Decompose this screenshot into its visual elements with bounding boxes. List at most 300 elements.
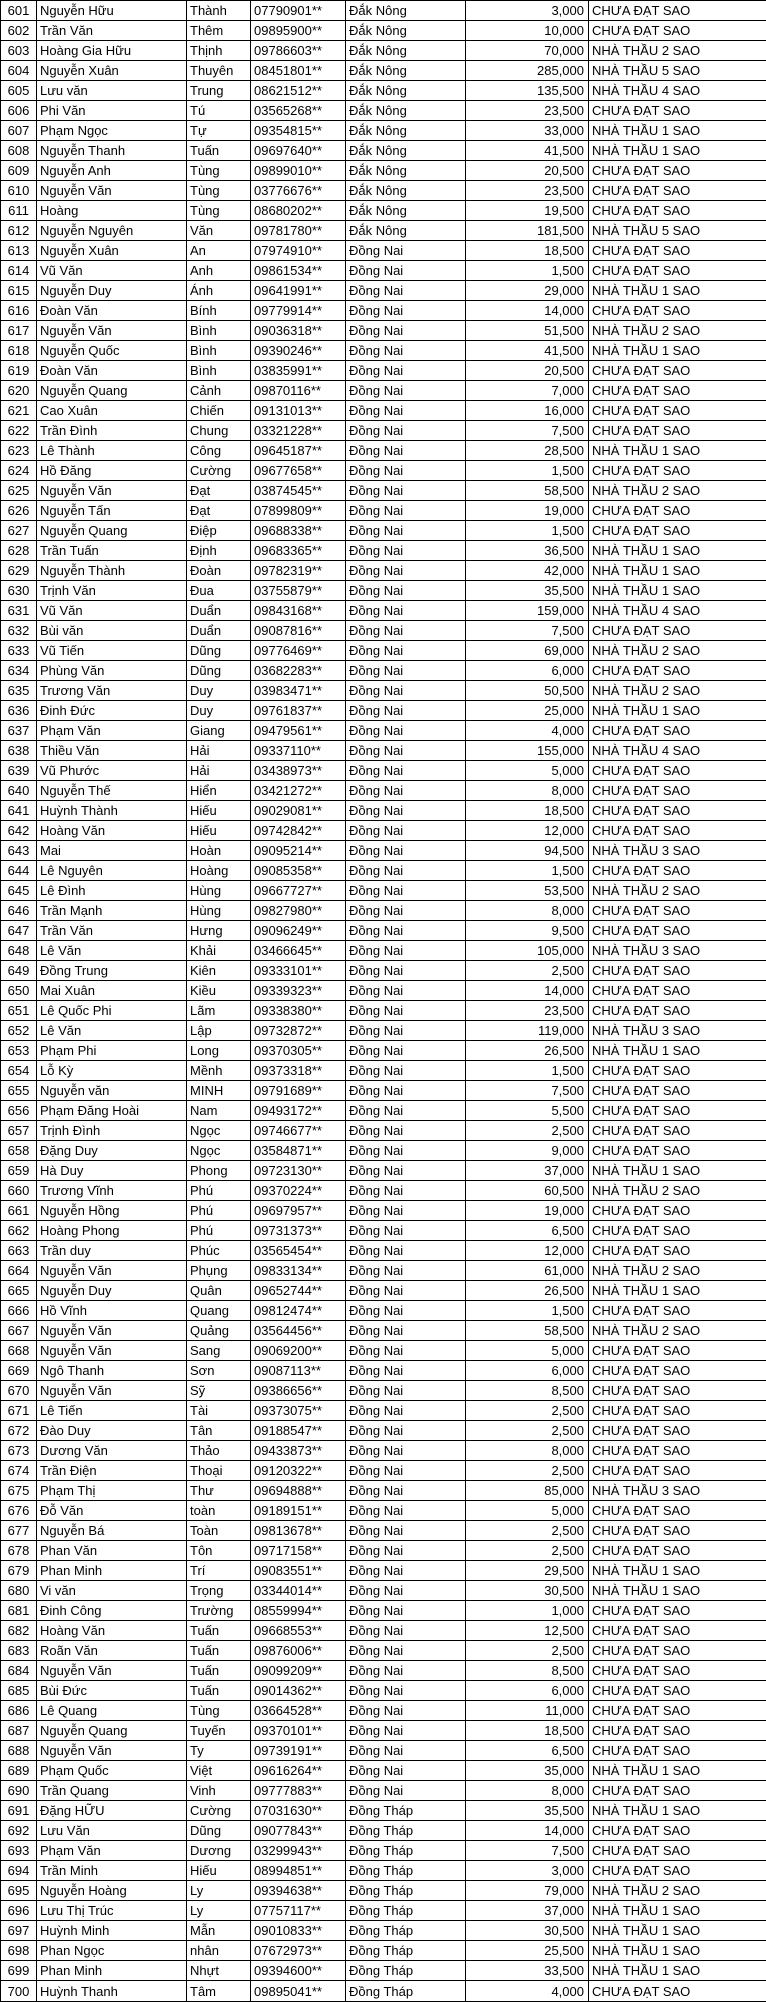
phone-cell: 09791689** [251,1081,346,1101]
province-cell: Đồng Nai [346,441,466,461]
rank-cell: NHÀ THẦU 1 SAO [589,701,766,721]
province-cell: Đồng Nai [346,1101,466,1121]
rank-cell: NHÀ THẦU 1 SAO [589,581,766,601]
table-row [1,481,766,501]
points-cell: 159,000 [466,601,589,621]
points-cell: 36,500 [466,541,589,561]
table-row [1,1521,766,1541]
phone-cell: 09386656** [251,1381,346,1401]
rank-cell: NHÀ THẦU 3 SAO [589,1021,766,1041]
surname-cell: Hà Duy [37,1161,187,1181]
province-cell: Đồng Nai [346,981,466,1001]
surname-cell: Hoàng Phong [37,1221,187,1241]
points-cell: 18,500 [466,1721,589,1741]
province-cell: Đắk Nông [346,161,466,181]
surname-cell: Dương Văn [37,1441,187,1461]
province-cell: Đồng Nai [346,941,466,961]
rank-cell: CHƯA ĐẠT SAO [589,1441,766,1461]
province-cell: Đồng Nai [346,1501,466,1521]
phone-cell: 09077843** [251,1821,346,1841]
table-row [1,1681,766,1701]
table-row [1,1101,766,1121]
phone-cell: 03682283** [251,661,346,681]
points-cell: 58,500 [466,1321,589,1341]
given-name-cell: Ly [187,1901,251,1921]
surname-cell: Nguyễn Thành [37,561,187,581]
given-name-cell: Duy [187,701,251,721]
phone-cell: 07974910** [251,241,346,261]
given-name-cell: Hiếu [187,1861,251,1881]
points-cell: 3,000 [466,1,589,21]
table-row [1,41,766,61]
given-name-cell: Duẩn [187,621,251,641]
rank-cell: CHƯA ĐẠT SAO [589,961,766,981]
rank-cell: NHÀ THẦU 1 SAO [589,281,766,301]
table-row [1,81,766,101]
province-cell: Đồng Nai [346,381,466,401]
row-number: 677 [1,1521,37,1541]
points-cell: 33,000 [466,121,589,141]
table-row [1,1201,766,1221]
surname-cell: Hồ Vĩnh [37,1301,187,1321]
surname-cell: Nguyễn Văn [37,481,187,501]
surname-cell: Lê Nguyên [37,861,187,881]
given-name-cell: Tuyến [187,1721,251,1741]
points-cell: 7,500 [466,1841,589,1861]
given-name-cell: Đua [187,581,251,601]
given-name-cell: Dũng [187,641,251,661]
row-number: 631 [1,601,37,621]
table-row [1,801,766,821]
given-name-cell: Bình [187,341,251,361]
phone-cell: 09354815** [251,121,346,141]
surname-cell: Lưu văn [37,81,187,101]
given-name-cell: Tuấn [187,141,251,161]
phone-cell: 07672973** [251,1941,346,1961]
row-number: 638 [1,741,37,761]
rank-cell: CHƯA ĐẠT SAO [589,1821,766,1841]
points-cell: 14,000 [466,981,589,1001]
table-row [1,401,766,421]
row-number: 691 [1,1801,37,1821]
province-cell: Đồng Nai [346,1221,466,1241]
table-row [1,181,766,201]
points-cell: 20,500 [466,161,589,181]
table-row [1,1061,766,1081]
rank-cell: CHƯA ĐẠT SAO [589,1001,766,1021]
surname-cell: Nguyễn Nguyên [37,221,187,241]
row-number: 675 [1,1481,37,1501]
row-number: 610 [1,181,37,201]
rank-cell: NHÀ THẦU 4 SAO [589,601,766,621]
province-cell: Đồng Nai [346,1401,466,1421]
province-cell: Đồng Nai [346,601,466,621]
given-name-cell: Bình [187,321,251,341]
row-number: 681 [1,1601,37,1621]
surname-cell: Vũ Văn [37,601,187,621]
surname-cell: Nguyễn Hữu [37,1,187,21]
phone-cell: 09087816** [251,621,346,641]
given-name-cell: Mẫn [187,1921,251,1941]
given-name-cell: Long [187,1041,251,1061]
province-cell: Đồng Nai [346,661,466,681]
rank-cell: NHÀ THẦU 3 SAO [589,841,766,861]
points-cell: 2,500 [466,1401,589,1421]
row-number: 617 [1,321,37,341]
surname-cell: Lê Thành [37,441,187,461]
phone-cell: 09029081** [251,801,346,821]
table-row [1,861,766,881]
given-name-cell: Tùng [187,181,251,201]
rank-cell: NHÀ THẦU 4 SAO [589,81,766,101]
surname-cell: Huỳnh Minh [37,1921,187,1941]
rank-cell: CHƯA ĐẠT SAO [589,521,766,541]
row-number: 627 [1,521,37,541]
table-row [1,1581,766,1601]
points-cell: 1,500 [466,861,589,881]
given-name-cell: Dũng [187,1821,251,1841]
points-cell: 23,500 [466,181,589,201]
phone-cell: 09761837** [251,701,346,721]
rank-cell: CHƯA ĐẠT SAO [589,981,766,1001]
surname-cell: Trần Văn [37,921,187,941]
phone-cell: 08680202** [251,201,346,221]
row-number: 634 [1,661,37,681]
phone-cell: 09337110** [251,741,346,761]
rank-cell: CHƯA ĐẠT SAO [589,821,766,841]
surname-cell: Trần Điện [37,1461,187,1481]
phone-cell: 03438973** [251,761,346,781]
province-cell: Đồng Nai [346,501,466,521]
province-cell: Đồng Nai [346,1021,466,1041]
row-number: 612 [1,221,37,241]
row-number: 614 [1,261,37,281]
table-row [1,1121,766,1141]
given-name-cell: Trung [187,81,251,101]
given-name-cell: Ly [187,1881,251,1901]
row-number: 672 [1,1421,37,1441]
row-number: 616 [1,301,37,321]
phone-cell: 09739191** [251,1741,346,1761]
table-row [1,261,766,281]
points-cell: 12,000 [466,1241,589,1261]
row-number: 673 [1,1441,37,1461]
phone-cell: 03584871** [251,1141,346,1161]
surname-cell: Lê Quang [37,1701,187,1721]
given-name-cell: Hiếu [187,801,251,821]
rank-cell: CHƯA ĐẠT SAO [589,1361,766,1381]
points-cell: 6,000 [466,1361,589,1381]
phone-cell: 09096249** [251,921,346,941]
given-name-cell: Hiếu [187,821,251,841]
province-cell: Đồng Nai [346,1381,466,1401]
given-name-cell: Phụng [187,1261,251,1281]
phone-cell: 09776469** [251,641,346,661]
rank-cell: CHƯA ĐẠT SAO [589,1981,766,2002]
row-number: 682 [1,1621,37,1641]
points-cell: 23,500 [466,101,589,121]
phone-cell: 09394600** [251,1961,346,1981]
table-row [1,781,766,801]
table-row [1,1881,766,1901]
row-number: 601 [1,1,37,21]
phone-cell: 09668553** [251,1621,346,1641]
surname-cell: Nguyễn Thế [37,781,187,801]
points-cell: 2,500 [466,1461,589,1481]
surname-cell: Nguyễn Bá [37,1521,187,1541]
points-cell: 85,000 [466,1481,589,1501]
phone-cell: 09697640** [251,141,346,161]
points-cell: 79,000 [466,1881,589,1901]
row-number: 694 [1,1861,37,1881]
table-row [1,1781,766,1801]
row-number: 608 [1,141,37,161]
rank-cell: CHƯA ĐẠT SAO [589,1301,766,1321]
surname-cell: Bùi Đức [37,1681,187,1701]
given-name-cell: Kiều [187,981,251,1001]
province-cell: Đồng Nai [346,861,466,881]
table-row [1,761,766,781]
phone-cell: 03664528** [251,1701,346,1721]
phone-cell: 09645187** [251,441,346,461]
table-row [1,1861,766,1881]
rank-cell: NHÀ THẦU 2 SAO [589,1261,766,1281]
row-number: 609 [1,161,37,181]
phone-cell: 09895041** [251,1981,346,2002]
province-cell: Đồng Nai [346,1441,466,1461]
points-cell: 11,000 [466,1701,589,1721]
rank-cell: NHÀ THẦU 5 SAO [589,221,766,241]
rank-cell: CHƯA ĐẠT SAO [589,721,766,741]
row-number: 683 [1,1641,37,1661]
given-name-cell: Tự [187,121,251,141]
given-name-cell: Ngọc [187,1121,251,1141]
rank-cell: CHƯA ĐẠT SAO [589,1141,766,1161]
given-name-cell: Duẩn [187,601,251,621]
row-number: 621 [1,401,37,421]
surname-cell: Trần Minh [37,1861,187,1881]
given-name-cell: Trọng [187,1581,251,1601]
row-number: 667 [1,1321,37,1341]
table-row [1,921,766,941]
surname-cell: Phạm Quốc [37,1761,187,1781]
province-cell: Đắk Nông [346,141,466,161]
points-cell: 33,500 [466,1961,589,1981]
phone-cell: 09373318** [251,1061,346,1081]
table-row [1,1241,766,1261]
row-number: 655 [1,1081,37,1101]
points-cell: 8,500 [466,1661,589,1681]
surname-cell: Nguyễn Hoàng [37,1881,187,1901]
province-cell: Đồng Nai [346,1481,466,1501]
province-cell: Đồng Nai [346,261,466,281]
table-row [1,1181,766,1201]
province-cell: Đồng Nai [346,1241,466,1261]
phone-cell: 09493172** [251,1101,346,1121]
phone-cell: 09895900** [251,21,346,41]
rank-cell: CHƯA ĐẠT SAO [589,1101,766,1121]
given-name-cell: Duy [187,681,251,701]
surname-cell: Nguyễn Văn [37,1661,187,1681]
province-cell: Đồng Nai [346,841,466,861]
table-row [1,641,766,661]
points-cell: 53,500 [466,881,589,901]
rank-cell: CHƯA ĐẠT SAO [589,301,766,321]
rank-cell: CHƯA ĐẠT SAO [589,1461,766,1481]
row-number: 659 [1,1161,37,1181]
phone-cell: 09014362** [251,1681,346,1701]
rank-cell: CHƯA ĐẠT SAO [589,1201,766,1221]
given-name-cell: Việt [187,1761,251,1781]
phone-cell: 09742842** [251,821,346,841]
phone-cell: 09370224** [251,1181,346,1201]
rank-cell: CHƯA ĐẠT SAO [589,1081,766,1101]
province-cell: Đồng Nai [346,1041,466,1061]
row-number: 676 [1,1501,37,1521]
province-cell: Đồng Tháp [346,1961,466,1981]
surname-cell: Vi văn [37,1581,187,1601]
province-cell: Đồng Nai [346,1181,466,1201]
points-cell: 50,500 [466,681,589,701]
province-cell: Đồng Nai [346,541,466,561]
rank-cell: CHƯA ĐẠT SAO [589,1061,766,1081]
given-name-cell: Phong [187,1161,251,1181]
phone-cell: 08559994** [251,1601,346,1621]
given-name-cell: Đạt [187,501,251,521]
rank-cell: CHƯA ĐẠT SAO [589,1701,766,1721]
rank-cell: NHÀ THẦU 1 SAO [589,441,766,461]
table-row [1,841,766,861]
province-cell: Đồng Tháp [346,1801,466,1821]
table-row [1,381,766,401]
points-cell: 1,500 [466,1061,589,1081]
given-name-cell: Khải [187,941,251,961]
surname-cell: Nguyễn Văn [37,1321,187,1341]
province-cell: Đồng Nai [346,481,466,501]
surname-cell: Trần Quang [37,1781,187,1801]
province-cell: Đồng Nai [346,761,466,781]
rank-cell: CHƯA ĐẠT SAO [589,621,766,641]
province-cell: Đồng Nai [346,1121,466,1141]
surname-cell: Nguyễn Văn [37,1261,187,1281]
table-row [1,1281,766,1301]
given-name-cell: Thoại [187,1461,251,1481]
points-cell: 25,500 [466,1941,589,1961]
row-number: 633 [1,641,37,661]
phone-cell: 09339323** [251,981,346,1001]
surname-cell: Nguyễn Thanh [37,141,187,161]
surname-cell: Nguyễn Duy [37,281,187,301]
rank-cell: NHÀ THẦU 4 SAO [589,741,766,761]
table-row [1,441,766,461]
rank-cell: CHƯA ĐẠT SAO [589,181,766,201]
given-name-cell: Phú [187,1181,251,1201]
table-row [1,341,766,361]
rank-cell: NHÀ THẦU 1 SAO [589,1901,766,1921]
points-cell: 7,500 [466,421,589,441]
row-number: 636 [1,701,37,721]
points-cell: 7,000 [466,381,589,401]
phone-cell: 09479561** [251,721,346,741]
row-number: 680 [1,1581,37,1601]
rank-cell: CHƯA ĐẠT SAO [589,1681,766,1701]
points-cell: 8,000 [466,1441,589,1461]
surname-cell: Phạm Phi [37,1041,187,1061]
surname-cell: Trương Văn [37,681,187,701]
given-name-cell: Trí [187,1561,251,1581]
row-number: 640 [1,781,37,801]
province-cell: Đồng Nai [346,461,466,481]
rank-cell: CHƯA ĐẠT SAO [589,761,766,781]
rank-cell: NHÀ THẦU 1 SAO [589,1281,766,1301]
province-cell: Đồng Nai [346,1321,466,1341]
table-row [1,1701,766,1721]
row-number: 628 [1,541,37,561]
phone-cell: 07899809** [251,501,346,521]
rank-cell: CHƯA ĐẠT SAO [589,1541,766,1561]
given-name-cell: Hoàng [187,861,251,881]
table-row [1,1921,766,1941]
row-number: 688 [1,1741,37,1761]
province-cell: Đồng Nai [346,741,466,761]
table-row [1,501,766,521]
rank-cell: CHƯA ĐẠT SAO [589,1241,766,1261]
table-row [1,1421,766,1441]
points-cell: 1,500 [466,1301,589,1321]
phone-cell: 03755879** [251,581,346,601]
points-cell: 135,500 [466,81,589,101]
given-name-cell: Bình [187,361,251,381]
rank-cell: CHƯA ĐẠT SAO [589,1741,766,1761]
row-number: 671 [1,1401,37,1421]
given-name-cell: Hưng [187,921,251,941]
phone-cell: 03874545** [251,481,346,501]
province-cell: Đồng Nai [346,521,466,541]
table-row [1,721,766,741]
province-cell: Đồng Nai [346,1081,466,1101]
given-name-cell: Quân [187,1281,251,1301]
given-name-cell: Tùng [187,161,251,181]
points-cell: 2,500 [466,1421,589,1441]
surname-cell: Trịnh Văn [37,581,187,601]
row-number: 653 [1,1041,37,1061]
row-number: 695 [1,1881,37,1901]
row-number: 611 [1,201,37,221]
table-row [1,201,766,221]
phone-cell: 09370101** [251,1721,346,1741]
province-cell: Đồng Nai [346,1641,466,1661]
province-cell: Đồng Nai [346,1701,466,1721]
phone-cell: 03344014** [251,1581,346,1601]
points-cell: 29,000 [466,281,589,301]
table-row [1,1221,766,1241]
points-cell: 3,000 [466,1861,589,1881]
phone-cell: 09688338** [251,521,346,541]
table-row [1,1161,766,1181]
row-number: 620 [1,381,37,401]
province-cell: Đồng Nai [346,281,466,301]
row-number: 603 [1,41,37,61]
surname-cell: Lê Đình [37,881,187,901]
table-row [1,961,766,981]
points-cell: 7,500 [466,1081,589,1101]
row-number: 658 [1,1141,37,1161]
table-row [1,1481,766,1501]
row-number: 615 [1,281,37,301]
row-number: 648 [1,941,37,961]
row-number: 693 [1,1841,37,1861]
rank-cell: NHÀ THẦU 1 SAO [589,1941,766,1961]
